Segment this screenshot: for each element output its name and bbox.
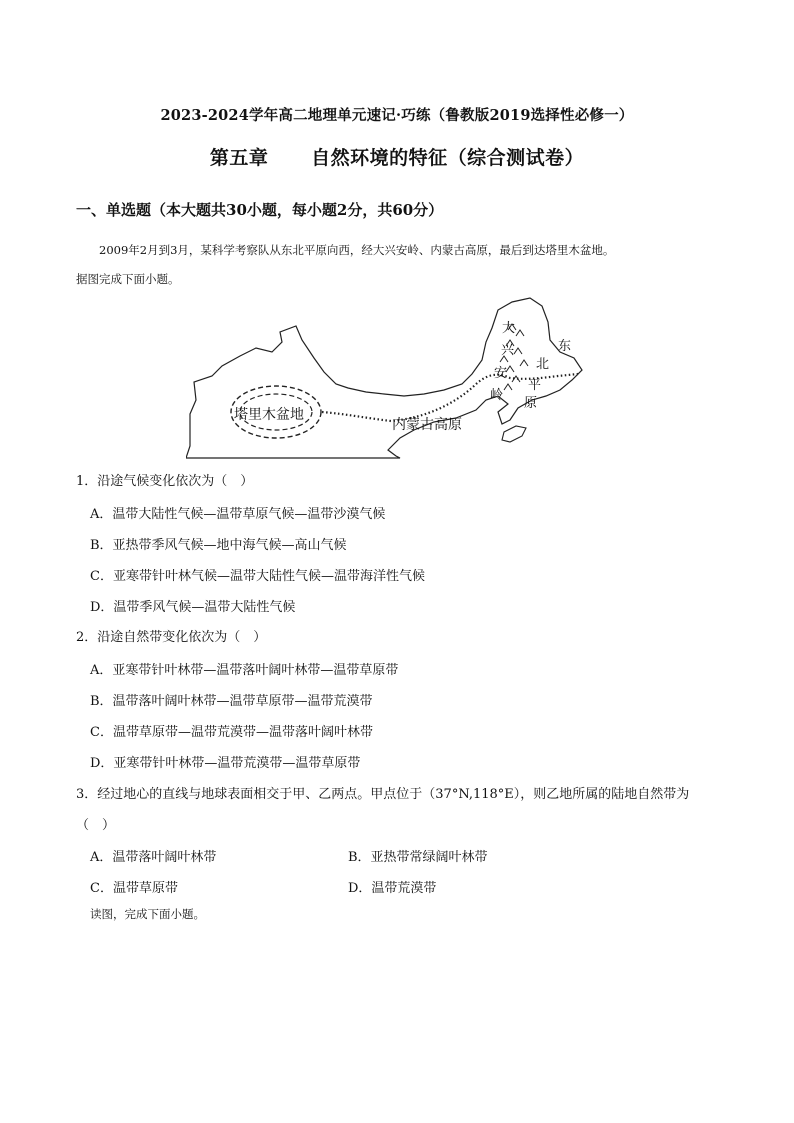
question-stem: 1．沿途气候变化依次为（ ） — [76, 474, 254, 489]
option-a[interactable]: A．温带落叶阔叶林带 — [90, 850, 217, 865]
option-c[interactable]: C．亚寒带针叶林气候—温带大陆性气候—温带海洋性气候 — [90, 569, 425, 584]
paper-header: 2023-2024学年高二地理单元速记·巧练（鲁教版2019选择性必修一） — [160, 107, 634, 124]
map-label-inner-mongolia: 内蒙古高原 — [392, 417, 462, 433]
section-heading: 一、单选题（本大题共30小题，每小题2分，共60分） — [76, 201, 444, 219]
option-c[interactable]: C．温带草原带 — [90, 881, 178, 896]
map-label-ping: 平 — [528, 378, 542, 393]
question-2 — [76, 626, 736, 776]
map-label-xing: 兴 — [501, 343, 515, 358]
question-stem: 3．经过地心的直线与地球表面相交于甲、乙两点。甲点位于（37°N,118°E），则乙地所属的陆地自然带为 — [76, 787, 690, 802]
map-label-bei: 北 — [536, 357, 550, 372]
option-b[interactable]: B．亚热带季风气候—地中海气候—高山气候 — [90, 538, 347, 553]
option-a[interactable]: A．温带大陆性气候—温带草原气候—温带沙漠气候 — [90, 507, 386, 522]
option-b[interactable]: B．温带落叶阔叶林带—温带草原带—温带荒漠带 — [90, 694, 373, 709]
chapter-title: 第五章 自然环境的特征（综合测试卷） — [209, 147, 585, 169]
map-label-da: 大 — [502, 321, 516, 336]
option-c[interactable]: C．温带草原带—温带荒漠带—温带落叶阔叶林带 — [90, 725, 373, 740]
option-d[interactable]: D．温带荒漠带 — [348, 881, 437, 896]
option-b[interactable]: B．亚热带常绿阔叶林带 — [348, 850, 488, 865]
material-intro — [76, 236, 736, 294]
map-label-tarim: 塔里木盆地 — [234, 407, 304, 423]
question-3 — [76, 783, 736, 903]
map-label-yuan: 原 — [524, 396, 538, 411]
question-stem: 2．沿途自然带变化依次为（ ） — [76, 630, 267, 645]
question-1 — [76, 470, 736, 620]
map-label-ling: 岭 — [490, 388, 504, 403]
option-d[interactable]: D．亚寒带针叶林带—温带荒漠带—温带草原带 — [90, 756, 361, 771]
option-d[interactable]: D．温带季风气候—温带大陆性气候 — [90, 600, 296, 615]
peninsula-outline — [502, 426, 526, 442]
map-label-dong: 东 — [558, 339, 572, 354]
map-label-an: 安 — [494, 366, 508, 381]
route-map — [186, 296, 586, 462]
question-stem-continuation: （ ） — [76, 818, 116, 833]
material-2-intro: 读图，完成下面小题。 — [90, 907, 205, 921]
material-intro-line-1: 2009年2月到3月，某科学考察队从东北平原向西，经大兴安岭、内蒙古高原，最后到达塔里木盆地。 — [99, 243, 615, 257]
material-intro-line-2: 据图完成下面小题。 — [76, 272, 180, 286]
option-a[interactable]: A．亚寒带针叶林带—温带落叶阔叶林带—温带草原带 — [90, 663, 399, 678]
